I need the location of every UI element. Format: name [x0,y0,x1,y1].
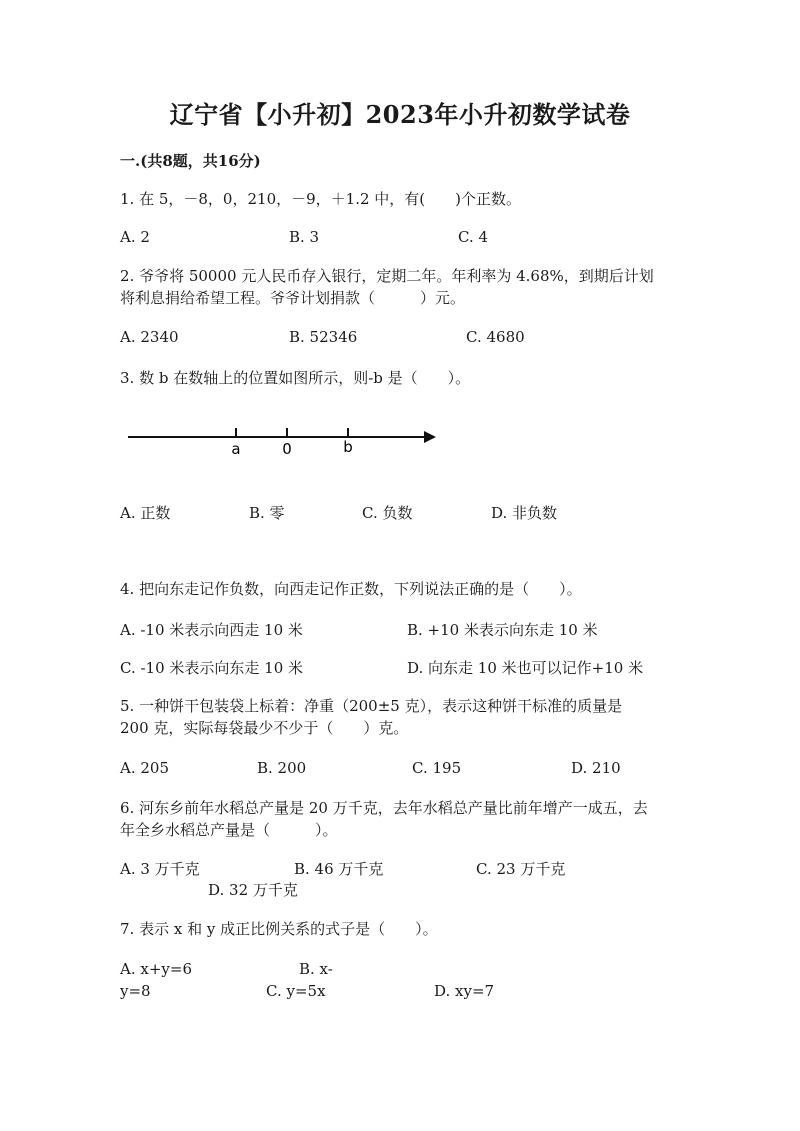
question-2-option-b[interactable]: B. 52346 [289,328,358,346]
question-6-option-b[interactable]: B. 46 万千克 [294,860,384,878]
question-5-option-b[interactable]: B. 200 [257,759,307,777]
question-4-option-c[interactable]: C. -10 米表示向东走 10 米 [120,659,304,677]
question-2-stem-line-2: 将利息捐给希望工程。爷爷计划捐款（ ）元。 [120,289,466,307]
number-line-figure [120,418,450,463]
question-7-option-d[interactable]: D. xy=7 [434,982,495,1000]
question-7-option-c[interactable]: C. y=5x [266,982,326,1000]
question-7-option-b-part-2[interactable]: y=8 [120,982,151,1000]
page-title: 辽宁省【小升初】2023年小升初数学试卷 [169,100,631,129]
question-7-stem: 7. 表示 x 和 y 成正比例关系的式子是（ ）。 [120,920,438,938]
question-3-option-a[interactable]: A. 正数 [120,504,171,522]
question-2-stem-line-1: 2. 爷爷将 50000 元人民币存入银行，定期二年。年利率为 4.68%，到期后计划 [120,267,654,285]
question-1-option-b[interactable]: B. 3 [289,228,320,246]
question-3-option-c[interactable]: C. 负数 [362,504,413,522]
question-4-option-a[interactable]: A. -10 米表示向西走 10 米 [120,621,303,639]
question-5-option-d[interactable]: D. 210 [571,759,621,777]
axis-label-a: a [231,440,241,458]
number-line-arrow-icon [424,431,436,443]
question-6-option-a[interactable]: A. 3 万千克 [120,860,200,878]
question-6-option-c[interactable]: C. 23 万千克 [476,860,566,878]
axis-label-b: b [343,438,353,456]
question-5-stem-line-2: 200 克，实际每袋最少不少于（ ）克。 [120,719,409,737]
question-2-option-c[interactable]: C. 4680 [466,328,525,346]
question-3-option-b[interactable]: B. 零 [249,504,285,522]
question-4-option-d[interactable]: D. 向东走 10 米也可以记作+10 米 [407,659,644,677]
question-3-stem: 3. 数 b 在数轴上的位置如图所示，则-b 是（ ）。 [120,369,471,387]
question-3-option-d[interactable]: D. 非负数 [491,504,558,522]
question-1-option-a[interactable]: A. 2 [120,228,150,246]
question-4-option-b[interactable]: B. +10 米表示向东走 10 米 [407,621,598,639]
question-4-stem: 4. 把向东走记作负数，向西走记作正数，下列说法正确的是（ ）。 [120,580,582,598]
question-2-option-a[interactable]: A. 2340 [120,328,179,346]
question-6-stem-line-2: 年全乡水稻总产量是（ ）。 [120,821,338,839]
section-heading: 一.(共8题，共16分) [120,152,261,170]
question-5-stem-line-1: 5. 一种饼干包装袋上标着：净重（200±5 克），表示这种饼干标准的质量是 [120,697,623,715]
question-7-option-b-part-1[interactable]: B. x- [299,960,333,978]
question-6-option-d[interactable]: D. 32 万千克 [208,881,298,899]
question-6-stem-line-1: 6. 河东乡前年水稻总产量是 20 万千克，去年水稻总产量比前年增产一成五，去 [120,799,648,817]
question-5-option-a[interactable]: A. 205 [120,759,169,777]
axis-label-zero: 0 [282,440,292,458]
question-5-option-c[interactable]: C. 195 [412,759,462,777]
question-7-option-a[interactable]: A. x+y=6 [120,960,192,978]
question-1-option-c[interactable]: C. 4 [458,228,489,246]
question-1-stem: 1. 在 5，－8，0，210，－9，＋1.2 中，有( )个正数。 [120,190,521,208]
